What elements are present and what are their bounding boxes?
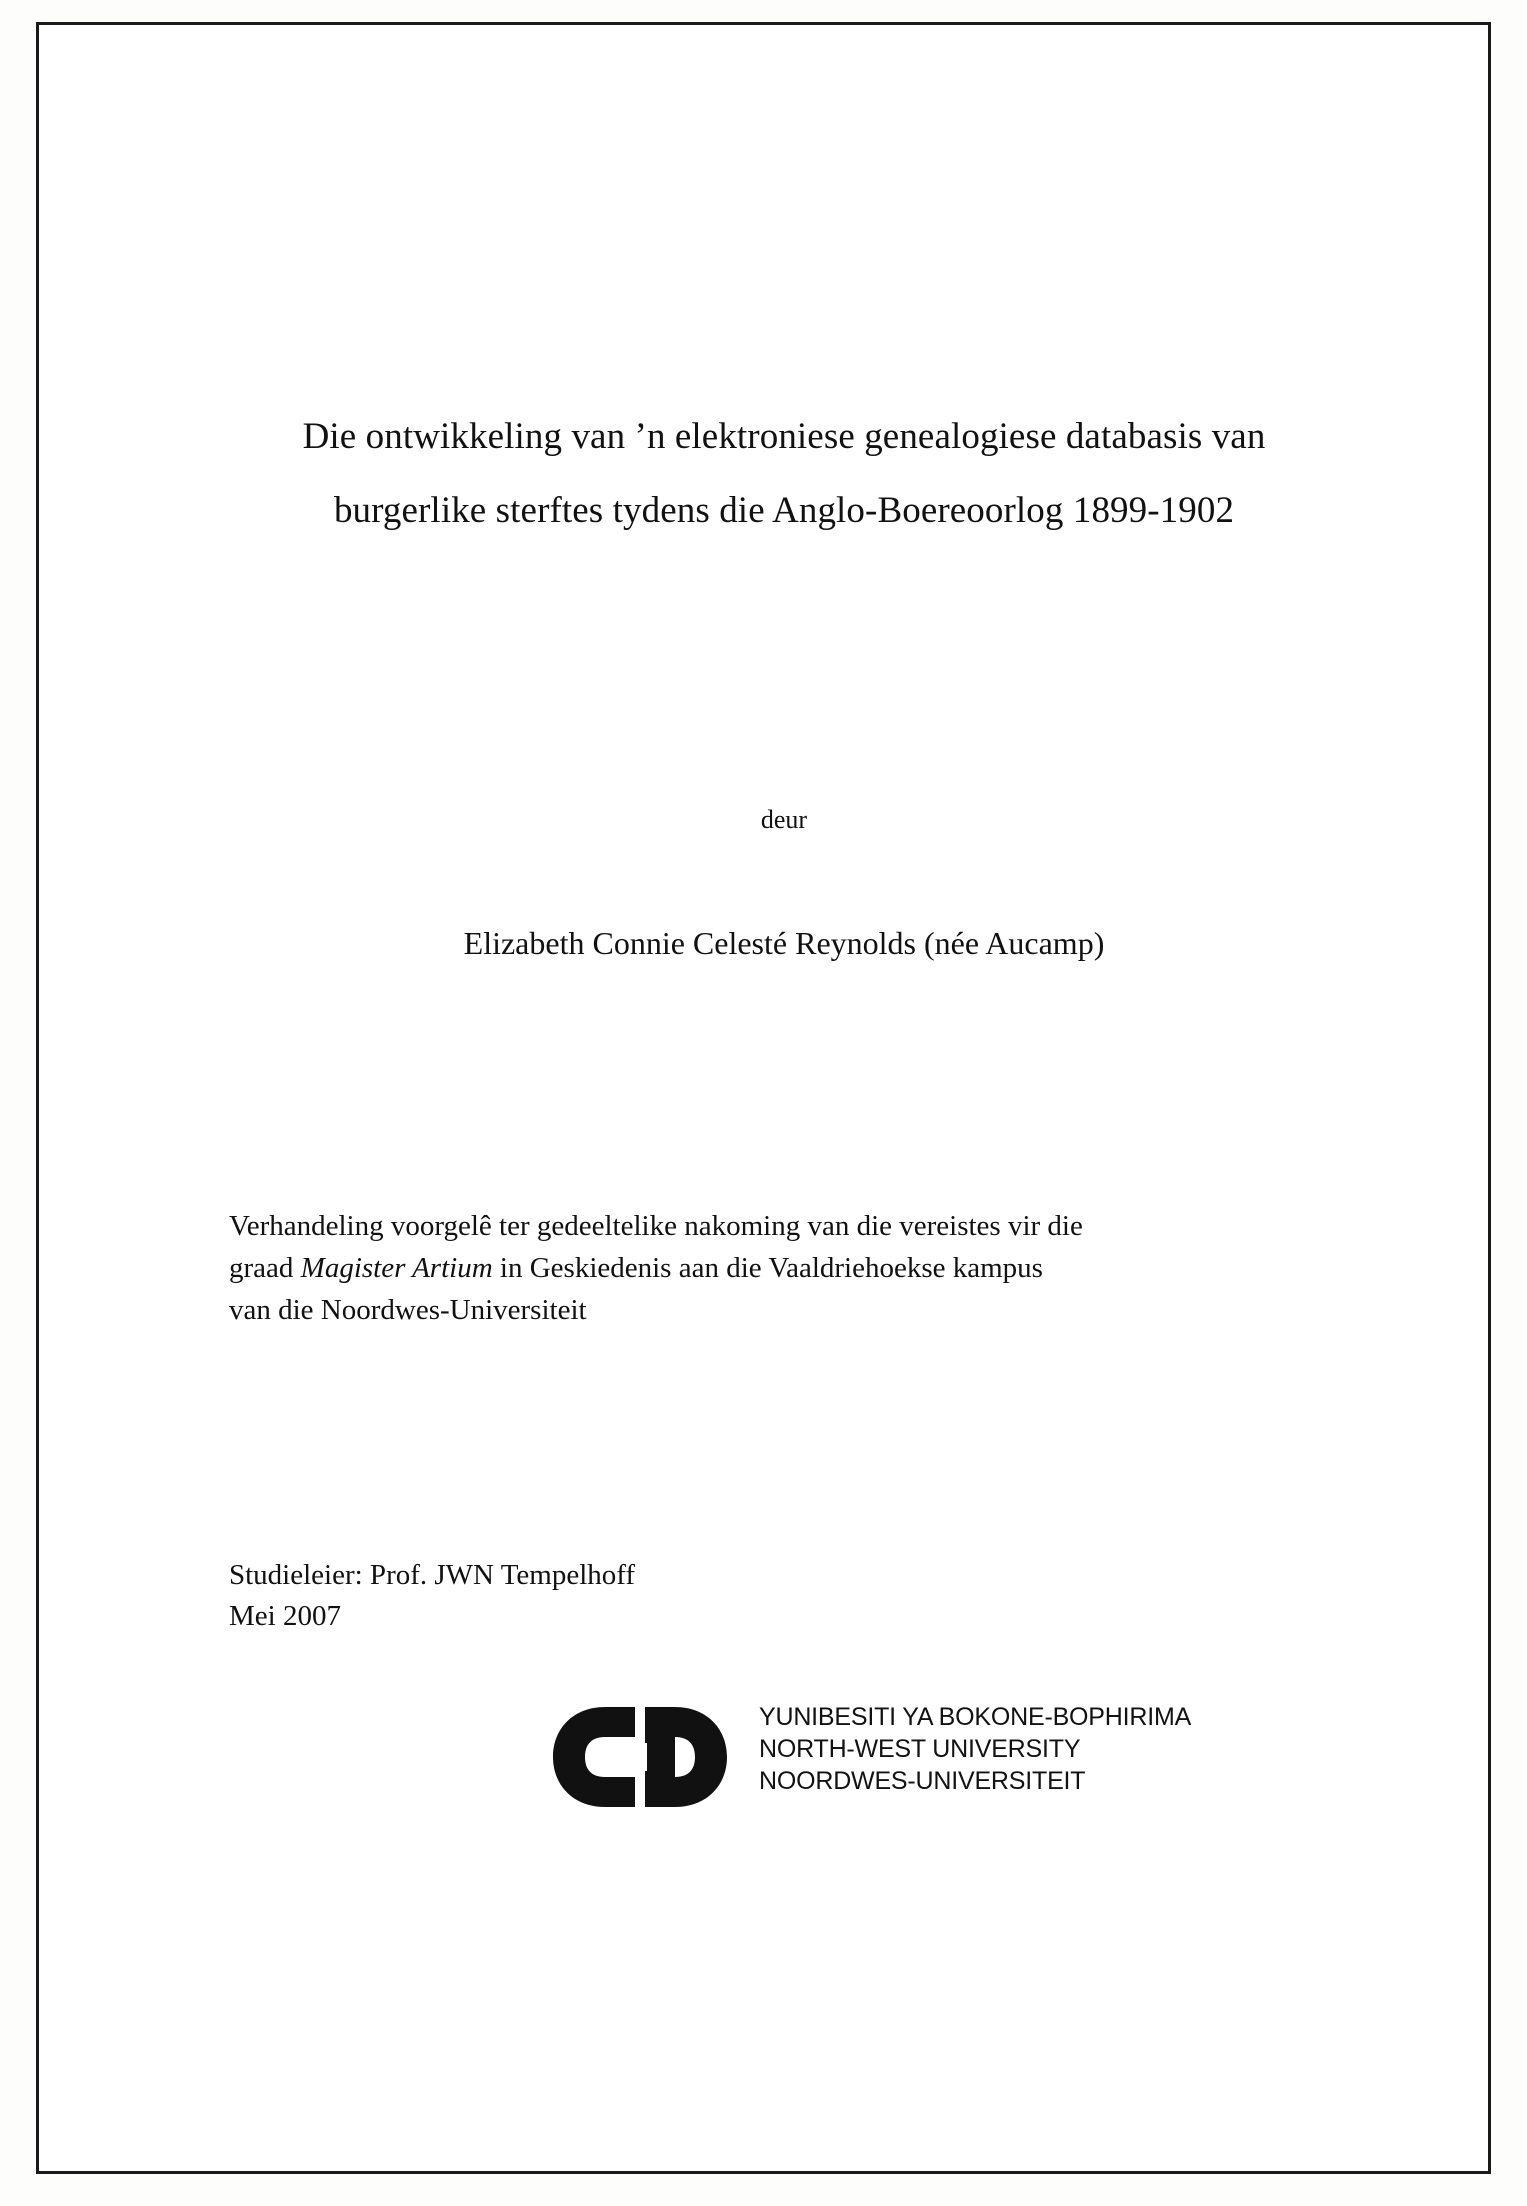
supervisor-block [229,1555,1229,1637]
date-line: Mei 2007 [229,1600,341,1632]
author-name: Elizabeth Connie Celesté Reynolds (née Aucamp) [463,925,1105,961]
page-border [36,22,1491,2174]
logo-line-1: YUNIBESITI YA BOKONE-BOPHIRIMA [759,1703,1192,1731]
title-line-2: burgerlike sterftes tydens die Anglo-Boereoorlog 1899-1902 [333,490,1235,531]
degree-name: Magister Artium [300,1252,493,1284]
university-logo [519,1695,1219,1825]
logo-line-2: NORTH-WEST UNIVERSITY [759,1735,1081,1763]
degree-statement [229,1205,1349,1331]
degree-statement-line-1: Verhandeling voorgelê ter gedeeltelike nakoming van die vereistes vir die [229,1210,1083,1242]
title-line-1: Die ontwikkeling van ’n elektroniese genealogiese databasis van [302,416,1266,457]
title-page-content [189,65,1369,2135]
degree-statement-line-2-prefix: graad [229,1252,301,1284]
by-label: deur [760,805,808,834]
degree-statement-line-3: van die Noordwes-Universiteit [229,1294,587,1326]
logo-line-3: NOORDWES-UNIVERSITEIT [759,1767,1086,1795]
page-title [219,400,1349,548]
degree-statement-line-2-suffix: in Geskiedenis aan die Vaaldriehoekse kampus [492,1252,1043,1284]
nwu-logo-icon [549,1703,739,1811]
logo-text-block [759,1701,1191,1797]
degree-statement-line-2 [229,1247,1349,1289]
supervisor-line: Studieleier: Prof. JWN Tempelhoff [229,1559,636,1591]
